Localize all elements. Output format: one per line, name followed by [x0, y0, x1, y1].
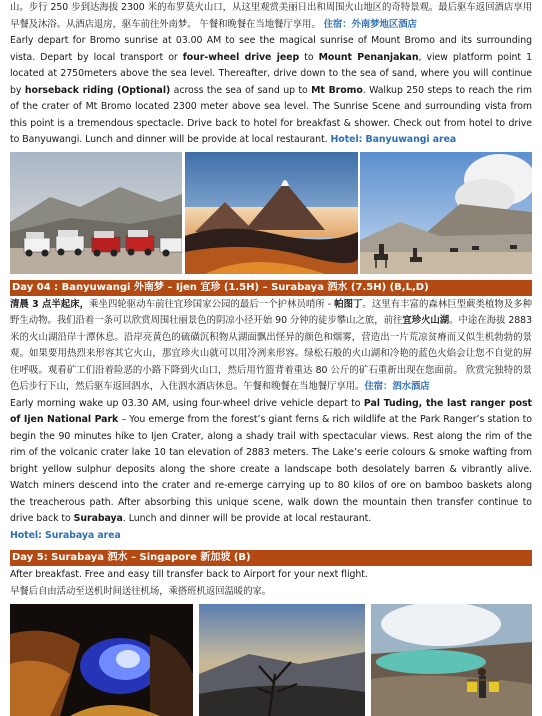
- day4-en-text-2: – You emerge from the forest’s giant ferns & rich wildlife at the Park Ranger’s station to begin the 90 minutes hike to Ijen Crater, along a shady trail with spectacular views. Rest along the rim of the rim of the volcanic crater lake 10 tan elevation of 2883 meters. The Lake’s eerie colours & smoke wafting from bright yellow sulphur deposits along the shore create a landscape both desolately barren & vibrantly alive. Watch miners descend into the crater and re-emerge carrying up to 80 kilos of ore on bamboo baskets along the treacherous path. After absorbing this unique scene, walk down the mountain then transfer continue to drive back to: [10, 414, 532, 524]
- day4-cn-hotel: 住宿：泗水酒店: [364, 381, 430, 392]
- day3-en-text-2: to: [299, 51, 319, 63]
- day4-en-text-1: Early morning wake up 03.30 AM, using four-wheel drive vehicle depart to: [10, 397, 364, 409]
- sulphur-miner-photo: [371, 604, 532, 716]
- day4-cn-lead: 清晨 3 点半起床，: [10, 298, 90, 310]
- day3-english-description: [10, 33, 532, 149]
- day4-header: Day 04 : Banyuwangi 外南梦 – Ijen 宜珍 (1.5H) – Surabaya 泗水 (7.5H) (B,L,D): [10, 280, 532, 296]
- day4-en-pal-tuding: Pal Tuding, the last ranger post of Ijen National Park: [10, 397, 532, 425]
- day4-cn-text-2: 。这里有丰富的森林巨型蕨类植物及多种野生动物。我们沿着一条可以欣赏周围壮丽景色的阴凉小径开始 90 分钟的徒步攀山之旅，前往: [10, 298, 532, 326]
- day5-chinese-text: 早餐后自由活动至送机时间送往机场，乘搭班机返回温暖的家。: [10, 585, 272, 597]
- crater-lake-sunrise-photo: [199, 604, 365, 716]
- day4-hotel-line: [10, 528, 532, 545]
- day3-en-text-5: . Walkup 250 steps to reach the rim of the crater of Mt Bromo located 2300 meter above sea level. The Sunrise Scene and surrounding vista from this point is a tremendous spectacle. Drive back to hotel for breakfast & shower. Check out from hotel to drive to Banyuwangi. Lunch and dinner will be provide at local restaurant.: [10, 84, 532, 145]
- day3-chinese-text: 山。步行 250 步到达海拔 2300 米的布罗莫火山口，从这里观赏美丽日出和周围火山地区的奇特景观。最后驱车返回酒店享用早餐及沐浴。从酒店退房，驱车前往外南梦。 午餐和晚餐在当地餐厅享用。: [10, 2, 532, 30]
- day5-english-text: After breakfast. Free and easy till transfer back to Airport for your next flight.: [10, 569, 368, 580]
- day4-chinese-description: [10, 297, 532, 396]
- day3-en-horseback: horseback riding (Optional): [24, 84, 171, 96]
- blue-fire-photo: [10, 604, 193, 716]
- day3-en-text-3: , view platform point 1 located at 2750meters above the sea level. Thereafter, drive down to the sea of sand, where you will continue by: [10, 51, 533, 96]
- horseback-crater-photo: [360, 152, 532, 274]
- day3-chinese-description: [10, 0, 532, 33]
- day3-en-hotel: Hotel: Banyuwangi area: [330, 134, 457, 145]
- day4-en-text-3: . Lunch and dinner will be provide at local restaurant.: [122, 513, 372, 524]
- bromo-photo-row: [10, 152, 532, 274]
- day4-cn-ijen-lake: 宜珍火山湖: [402, 315, 450, 326]
- day3-en-bromo: Mt Bromo: [311, 84, 363, 96]
- day4-english-description: [10, 396, 532, 528]
- day4-en-surabaya: Surabaya: [73, 513, 123, 524]
- day3-en-text-4: across the sea of sand up to: [170, 84, 312, 96]
- day3-en-penanjakan: Mount Penanjakan: [318, 51, 419, 63]
- bromo-sunrise-photo: [185, 152, 358, 274]
- ijen-photo-row: [10, 604, 532, 716]
- day3-en-jeep: four-wheel drive jeep: [182, 51, 300, 63]
- day5-header: Day 5: Surabaya 泗水 – Singapore 新加坡 (B): [10, 550, 532, 566]
- day4-cn-text-1: 乘坐四轮驱动车前往宜珍国家公园的最后一个护林员哨所 -: [89, 298, 335, 310]
- day4-cn-text-3: 。中途在海拔 2883 米的火山湖沿岸十潭休息。沿岸亮黄色的硫磺沉积物从湖面飘出怪异的颜色和烟雾，营造出一片荒凉贫瘠而又似生机勃勃的景观。如果要用热烈来形容其它火山，那宜珍火山就可以用冷冽来形容。绿松石般的火山湖和冷艳的蓝色火焰会让您不自觉的屏住呼吸。观看矿工们沿着险恶的小路下降到火山口，然后用竹篮背着重达 80 公斤的矿石重新出现在您面前。 欣赏完独特的景色后步行下山，然后驱车返回泗水，入住泗水酒店休息。午餐和晚餐在当地餐厅享用。: [10, 315, 532, 392]
- day4-cn-pal-tuding: 帕图丁: [334, 298, 363, 310]
- day3-en-text-1: Early depart for Bromo sunrise at 03.00 AM to see the magical sunrise of Mount Bromo and its surrounding vista. Depart by local transport or: [10, 35, 532, 63]
- day3-chinese-hotel: 住宿：外南梦地区酒店: [323, 18, 417, 30]
- jeeps-photo: [10, 152, 182, 274]
- day4-en-hotel: Hotel: Surabaya area: [10, 529, 121, 541]
